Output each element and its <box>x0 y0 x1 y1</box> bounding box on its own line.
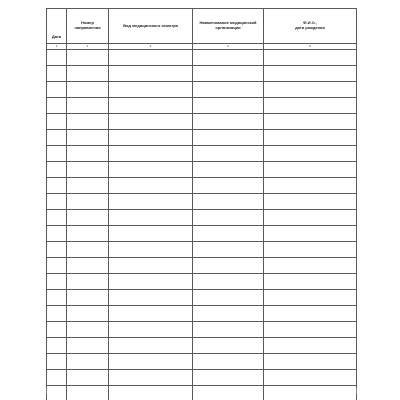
cell-date[interactable] <box>47 322 67 338</box>
cell-number[interactable] <box>67 50 109 66</box>
cell-date[interactable] <box>47 194 67 210</box>
table-row <box>47 130 357 146</box>
table-row <box>47 82 357 98</box>
cell-date[interactable] <box>47 178 67 194</box>
cell-date[interactable] <box>47 274 67 290</box>
cell-number[interactable] <box>67 194 109 210</box>
cell-date[interactable] <box>47 98 67 114</box>
cell-kind[interactable] <box>109 274 193 290</box>
cell-org[interactable] <box>193 290 264 306</box>
table-row <box>47 322 357 338</box>
column-number-5: 5 <box>264 44 357 50</box>
table-row <box>47 162 357 178</box>
cell-fio[interactable] <box>264 338 357 354</box>
cell-org[interactable] <box>193 370 264 386</box>
cell-number[interactable] <box>67 114 109 130</box>
cell-kind[interactable] <box>109 50 193 66</box>
cell-number[interactable] <box>67 66 109 82</box>
cell-kind[interactable] <box>109 290 193 306</box>
table-row <box>47 338 357 354</box>
cell-fio[interactable] <box>264 98 357 114</box>
cell-org[interactable] <box>193 306 264 322</box>
table-row <box>47 194 357 210</box>
cell-number[interactable] <box>67 162 109 178</box>
cell-fio[interactable] <box>264 178 357 194</box>
cell-org[interactable] <box>193 98 264 114</box>
table-row <box>47 178 357 194</box>
cell-number[interactable] <box>67 82 109 98</box>
cell-org[interactable] <box>193 178 264 194</box>
cell-org[interactable] <box>193 82 264 98</box>
cell-kind[interactable] <box>109 82 193 98</box>
header-fio-line-1: Ф.И.О., <box>303 20 317 26</box>
column-number-3: 3 <box>109 44 193 50</box>
cell-fio[interactable] <box>264 370 357 386</box>
cell-kind[interactable] <box>109 66 193 82</box>
cell-number[interactable] <box>67 290 109 306</box>
cell-fio[interactable] <box>264 274 357 290</box>
header-fio-line-2: дата рождения <box>295 25 325 30</box>
table-row <box>47 66 357 82</box>
cell-number[interactable] <box>67 242 109 258</box>
cell-org[interactable] <box>193 210 264 226</box>
cell-kind[interactable] <box>109 306 193 322</box>
cell-date[interactable] <box>47 306 67 322</box>
header-org-line-2: организации <box>215 25 241 30</box>
cell-number[interactable] <box>67 258 109 274</box>
cell-date[interactable] <box>47 226 67 242</box>
cell-date[interactable] <box>47 66 67 82</box>
cell-fio[interactable] <box>264 162 357 178</box>
cell-date[interactable] <box>47 50 67 66</box>
cell-fio[interactable] <box>264 50 357 66</box>
cell-org[interactable] <box>193 146 264 162</box>
cell-fio[interactable] <box>264 66 357 82</box>
table-row <box>47 354 357 370</box>
table-row <box>47 98 357 114</box>
cell-date[interactable] <box>47 354 67 370</box>
column-number-2: 2 <box>67 44 109 50</box>
cell-org[interactable] <box>193 258 264 274</box>
cell-org[interactable] <box>193 194 264 210</box>
cell-kind[interactable] <box>109 322 193 338</box>
cell-number[interactable] <box>67 98 109 114</box>
table-row <box>47 386 357 400</box>
cell-kind[interactable] <box>109 130 193 146</box>
cell-kind[interactable] <box>109 338 193 354</box>
table-row <box>47 242 357 258</box>
cell-org[interactable] <box>193 354 264 370</box>
cell-kind[interactable] <box>109 210 193 226</box>
cell-fio[interactable] <box>264 194 357 210</box>
cell-number[interactable] <box>67 210 109 226</box>
cell-kind[interactable] <box>109 354 193 370</box>
cell-date[interactable] <box>47 338 67 354</box>
cell-fio[interactable] <box>264 226 357 242</box>
cell-fio[interactable] <box>264 306 357 322</box>
cell-number[interactable] <box>67 178 109 194</box>
table-row <box>47 274 357 290</box>
header-number-line-1: Номер <box>81 20 94 26</box>
table-row <box>47 226 357 242</box>
header-kind-line: Вид медицинского осмотра <box>123 22 178 28</box>
cell-number[interactable] <box>67 338 109 354</box>
cell-org[interactable] <box>193 130 264 146</box>
page-edge-mark-right <box>356 388 363 394</box>
register-table <box>46 8 357 400</box>
cell-date[interactable] <box>47 130 67 146</box>
cell-org[interactable] <box>193 66 264 82</box>
header-org <box>193 9 264 44</box>
table-row <box>47 306 357 322</box>
table-row <box>47 290 357 306</box>
cell-number[interactable] <box>67 386 109 400</box>
cell-org[interactable] <box>193 386 264 400</box>
cell-kind[interactable] <box>109 178 193 194</box>
cell-kind[interactable] <box>109 146 193 162</box>
cell-date[interactable] <box>47 242 67 258</box>
cell-number[interactable] <box>67 130 109 146</box>
table-row <box>47 370 357 386</box>
cell-kind[interactable] <box>109 258 193 274</box>
cell-kind[interactable] <box>109 194 193 210</box>
cell-fio[interactable] <box>264 354 357 370</box>
cell-org[interactable] <box>193 50 264 66</box>
column-number-4: 4 <box>193 44 264 50</box>
cell-fio[interactable] <box>264 242 357 258</box>
header-org-line-1: Наименование медицинской <box>199 20 257 26</box>
cell-date[interactable] <box>47 258 67 274</box>
cell-org[interactable] <box>193 226 264 242</box>
cell-number[interactable] <box>67 274 109 290</box>
cell-number[interactable] <box>67 354 109 370</box>
cell-date[interactable] <box>47 370 67 386</box>
header-number-line-2: направления <box>74 25 101 30</box>
cell-date[interactable] <box>47 146 67 162</box>
table-row <box>47 210 357 226</box>
table-row <box>47 114 357 130</box>
cell-number[interactable] <box>67 322 109 338</box>
cell-date[interactable] <box>47 114 67 130</box>
cell-fio[interactable] <box>264 130 357 146</box>
cell-fio[interactable] <box>264 258 357 274</box>
cell-number[interactable] <box>67 370 109 386</box>
cell-kind[interactable] <box>109 370 193 386</box>
cell-date[interactable] <box>47 162 67 178</box>
register-body <box>47 50 357 400</box>
cell-kind[interactable] <box>109 386 193 400</box>
table-row <box>47 50 357 66</box>
page-edge-mark-left <box>46 388 53 394</box>
header-kind <box>109 9 193 44</box>
cell-kind[interactable] <box>109 242 193 258</box>
table-row <box>47 146 357 162</box>
cell-kind[interactable] <box>109 162 193 178</box>
cell-fio[interactable] <box>264 290 357 306</box>
cell-fio[interactable] <box>264 210 357 226</box>
header-date-line: Дата <box>51 34 62 40</box>
cell-kind[interactable] <box>109 226 193 242</box>
cell-org[interactable] <box>193 338 264 354</box>
cell-org[interactable] <box>193 322 264 338</box>
cell-kind[interactable] <box>109 114 193 130</box>
cell-fio[interactable] <box>264 322 357 338</box>
cell-number[interactable] <box>67 306 109 322</box>
cell-fio[interactable] <box>264 82 357 98</box>
cell-number[interactable] <box>67 146 109 162</box>
cell-org[interactable] <box>193 114 264 130</box>
cell-number[interactable] <box>67 226 109 242</box>
cell-kind[interactable] <box>109 98 193 114</box>
cell-fio[interactable] <box>264 146 357 162</box>
column-number-1: 1 <box>47 44 67 50</box>
cell-date[interactable] <box>47 210 67 226</box>
cell-org[interactable] <box>193 242 264 258</box>
cell-date[interactable] <box>47 290 67 306</box>
header-row <box>47 9 357 44</box>
cell-fio[interactable] <box>264 386 357 400</box>
table-row <box>47 258 357 274</box>
cell-org[interactable] <box>193 162 264 178</box>
cell-fio[interactable] <box>264 114 357 130</box>
header-fio <box>264 9 357 44</box>
cell-date[interactable] <box>47 82 67 98</box>
header-date <box>47 9 67 44</box>
header-number <box>67 9 109 44</box>
cell-org[interactable] <box>193 274 264 290</box>
